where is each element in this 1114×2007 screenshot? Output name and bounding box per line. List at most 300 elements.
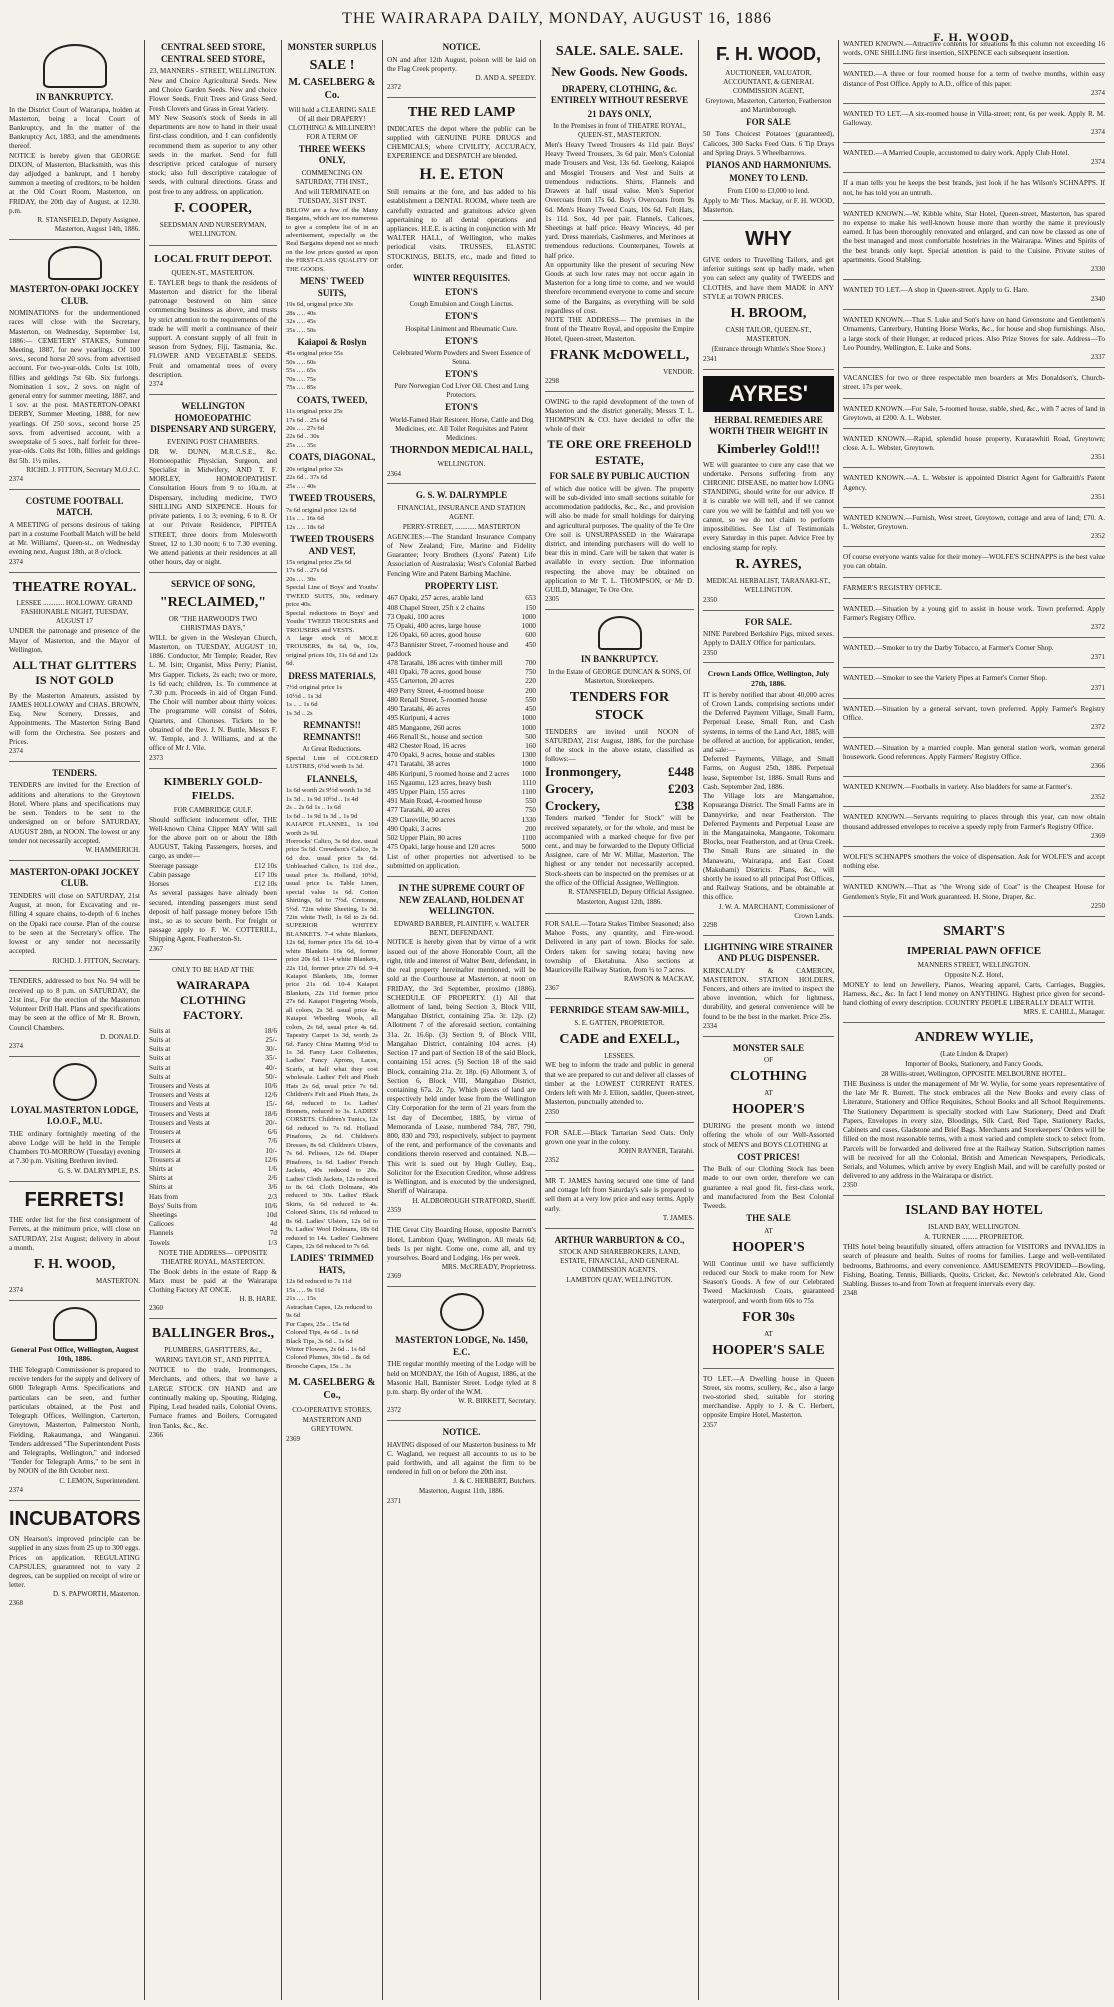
ad-body: DURING the present month we intend offering the whole of our Well-Assorted stock of MEN'S and BOYS CLOTHING at [703,1122,834,1149]
classified-ad [843,110,1105,143]
ad-body: THE Business is under the management of Mr W. Wylie, for some years representative of the late Mr R. Burrett. The stock embraces all the New Books and every class of Literature, Stationery and Office Requisites, School Books and all School Requirements. The Stationery Department is specially stocked with Law Stationery, Deed and Draft Papers, Envelopes in every size, Bloodings, Silk Card, Red Tape, Stationery Racks, Cabinets and cases, Gladstone and Brief Bags. Merchants and Storekeepers' Orders will be filled on the most reasonable terms, with a most varied and complete stock to select from. Parcels will be forwarded and delivered free at the Railway Station. Subscription names will be received for all the Colonial, British and American Newspapers, Periodicals, Serials, and Volumes, which arrive by every English Mail, and will be carefully posted or delivered to any address in the Wairarapa or district. [843,1079,1105,1181]
masthead [0,10,1114,44]
ad-subtitle: And will TERMINATE on TUESDAY, 31ST INST. [294,187,370,205]
price-row [387,816,536,825]
ad-body: THIS hotel being beautifully situated, offers attraction for VISITORS and INVALIDS in search of pleasure and health. Suites of rooms for families. Large and well-ventilated bedrooms, Bathrooms, and every convenience. AMUSEMENTS PROVIDED—Bowling, Fishing, Boating, Tennis, Billiards, Quoits, Cricket, &c. Newton's celebrated Ale, Good Stabling. Busses to-and from Town at frequent intervals every day. [843,1243,1105,1289]
ad-body: ON Hearson's improved principle can be supplied in any sizes from 25 up to 300 eggs. Prices on application. REGULATING CAPSULES, guaranteed not to vary 2 degrees, can be supplied on receipt of wire or letter. [9,1535,140,1590]
row-label: Trousers and Vests at [149,1109,210,1118]
section-heading: COATS, TWEED, [296,394,368,405]
ad-number: 2305 [545,595,559,604]
ad-title: MONSTER SALE [732,1042,805,1053]
ad-title: SMART'S [943,923,1005,939]
row-value: 10/6 [264,1201,277,1210]
row-value: 1/3 [267,1238,277,1247]
classified-ad [843,70,1105,103]
row-value: £38 [674,797,694,813]
pigs-for-sale-ad [703,617,834,664]
classifieds-list [843,40,1105,917]
classified-ad [843,783,1105,807]
row-label: Hats from [149,1192,178,1201]
row-label: Trousers at [149,1146,181,1155]
firm-name: M. CASELBERG & Co. [288,77,376,102]
list-line: 11s .. .. 16s 6d [286,515,324,523]
ad-title: WELLINGTON HOMOEOPATHIC DISPENSARY AND SURGERY, [150,401,276,435]
ad-headline: COST PRICES! [737,1151,800,1162]
james-land-ad [545,1177,694,1229]
price-row [545,764,694,781]
list-line: 22s 6d .. 30s [286,433,320,441]
ad-body: HAVING disposed of our Masterton business to Mr C. Wagland, we request all accounts to us to be paid forthwith, and all against the firm to be rendered in full on or before the 20th inst. [387,1440,536,1477]
list-line: 17s 6d .. 27s 6d [286,567,328,575]
ad-title: CENTRAL SEED STORE, CENTRAL SEED STORE, [160,42,266,64]
ad-subtitle: FOR CAMBRIDGE GULF. [173,805,253,814]
warburton-ad [545,1235,694,1291]
ad-body: WANTED.—A three or four roomed house for a term of twelve months, within easy distance of Post Office. Apply to A.D., office of this paper. [843,70,1105,88]
ad-subtitle: LESSEE ............ HOLLOWAY. GRAND FASHIONABLE NIGHT, TUESDAY, AUGUST 17 [16,599,133,626]
ad-body: List of other properties not advertised to be submitted on application. [387,852,536,870]
price-row [387,622,536,631]
ad-number: 2250 [1091,901,1105,910]
ad-body: WANTED KNOWN.—That as "the Wrong side of Coat" is the Cheapest House for Gentlemen's Style, Fit and Work guaranteed. H. Stone, Draper, &c. [843,883,1105,901]
row-value: 1110 [522,778,536,787]
list-line: 7½d original price 1s [286,684,343,692]
ad-signature: J. W. A. MARCHANT, Commissioner of Crown Lands. [718,902,834,920]
hoopers-ad [703,1043,834,1369]
classified-ad [843,883,1105,916]
ad-title: ISLAND BAY HOTEL [905,1203,1043,1219]
row-label: 466 Renall St., house and section [387,732,483,741]
ad-number: 2360 [149,1304,163,1313]
row-label: Shirts at [149,1164,173,1173]
ad-body: BELOW are a few of the Many Bargains, which are too numerous to give a complete list of in an advertisement, especially as the Real Bargains depend not so much on the low prices quoted as upon the FIRST-CLASS QUALITY OF THE GOODS. [286,206,378,273]
eton-line: World-Famed Hair Restorer. Horse, Cattle and Dog Medicines, etc. All Toilet Requisites and Patent Medicines. [389,415,534,442]
ad-address: MANNERS STREET, WELLINGTON. [917,960,1031,969]
price-row [387,687,536,696]
ad-body: THE Great City Boarding House, opposite Barrett's Hotel, Lambton Quay, Wellington. All meals 6d; beds 1s per night. Come one, come all, and try yourselves. Board and Lodging, 16s per week. [387,1226,536,1263]
row-label: 475 Opaki, large house and 120 acres [387,843,495,852]
ad-number: 2374 [9,1041,23,1050]
poison-notice [387,42,536,98]
dalrymple-ad [387,490,536,877]
ad-body: TENDERS are invited for the Erection of additions and alterations to the Greytown Hotel. Where plans and specifications may be seen. Tenders to be sent to the undersigned on or before SATURDAY, AUGUST 28th, at NOON. The lowest or any tender not necessarily accepted. [9,781,140,845]
price-row [387,779,536,788]
list-line: Astrachan Capes, 12s reduced to 9s 6d [286,1303,373,1320]
ad-date: Masterton, August 12th, 1886. [576,897,663,906]
list-line: 12s 6d reduced to 7s 11d [286,1278,352,1286]
ad-body: WANTED.—Situation by a young girl to assist in house work. Town preferred. Apply Farmer's Registry Office. [843,604,1105,623]
ad-number: 2372 [387,1406,401,1415]
ad-number: 2374 [1091,128,1105,137]
ad-subtitle: SEEDSMAN AND NURSERYMAN, WELLINGTON. [159,220,267,238]
price-row [387,668,536,677]
column-6 [699,40,839,2000]
list-line: 35s .. .. 50s [286,326,316,334]
row-label: 490 Opaki, 3 acres [387,824,441,833]
fares-list [149,862,277,890]
row-value: 4d [269,1220,277,1229]
ad-signature: R. STANSFIELD, Deputy Assignee. Masterton, August 14th, 1886. [37,216,140,234]
ad-number: 2366 [1091,762,1105,771]
ad-body: WANTED KNOWN.—Attractive contents for situations in this column not exceeding 16 words, ONE SHILLING first insertion, SIXPENCE each subsequent insertion. [843,40,1105,58]
row-label: Trousers and Vests at [149,1091,210,1100]
row-label: Horses [149,880,169,889]
price-row [387,594,536,603]
ad-body: WANTED TO LET.—A six-roomed house in Villa-street; rent, 6s per week. Apply R. M. Galloway. [843,109,1105,128]
ad-subtitle: PLUMBERS, GASFITTERS, &c., [164,1346,262,1355]
ad-body: The Village lots are Mangamahoe, Kopuaranga District. The Small Farms are in Dannyvirke, and near Featherston. The Deferred Payments and Perpetual Lease are in the Mangatainoka, Mangaone, Tokomaru Blocks, near Featherston, and at Orua Creek. The Small Runs are situated in the Manawatu, Wairarapa, and East Coast (Makuhami) Districts. Plans, &c., will shortly be issued to all principal Post Offices, and Railway Stations, and be obtainable at this office. [703,792,834,902]
ad-address: LAMBTON QUAY, WELLINGTON. [566,1276,673,1285]
ad-number: 2359 [387,1205,401,1214]
ad-number: 2367 [149,944,163,953]
price-row [149,1027,277,1036]
ad-subtitle: OR "THE HARWOOD'S TWO CHRISTMAS DAYS," [168,614,258,632]
price-row [149,1128,277,1137]
list-line: Black Tips, 3s 6d .. 1s 6d [286,1337,353,1345]
ad-body: WANTED KNOWN.—Servants requiring to places through this year, can now obtain thousand addressed envelopes to receive a speedy reply from Farmer's Registry Office. [843,813,1105,831]
ad-signature: VENDOR. [663,367,694,376]
ad-title: TENDERS. [52,767,97,778]
ad-subtitle: A. TURNER ......... PROPRIETOR. [923,1233,1025,1242]
ad-headline: H. E. ETON [419,165,504,183]
ad-number: 2372 [1091,623,1105,632]
classified-ad [843,210,1105,280]
ad-body: An opportunity like the present of securing New Goods at such low rates may not occur again in Masterton for a long time to come, and we would therefore recommend everyone to come and secure some of the Bargains, as everything will be sold regardless of cost. [545,260,694,315]
ad-body: Will Continue until we have sufficiently reduced our Stock to make room for New Season's Goods. A few of our Celebrated Tweed Mackintosh Coats, guaranteed waterproof, and worth from 60s to 75s [703,1259,834,1305]
ad-number: 2351 [1091,453,1105,462]
list-line: Colored Tips, 4s 6d .. 1s 6d [286,1329,359,1337]
classified-ad [843,286,1105,310]
ad-address: MASTERTON AND GREYTOWN. [302,1415,362,1433]
price-row [149,1064,277,1073]
red-lamp-ad [387,104,536,485]
list-line: 21s .. .. 15s [286,1295,316,1303]
price-row [149,1119,277,1128]
list-line: 20s .. .. 30s [286,575,316,583]
ad-signature: J. & C. HERBERT, Butchers. [453,1477,536,1486]
row-value: 1100 [521,834,536,843]
ad-body: If a man tells you he keeps the best brands, just look if he has Wilson's SCHNAPPS. If not, he has told you an untruth. [843,179,1105,197]
price-row [387,705,536,714]
row-value: 1300 [521,751,536,760]
ad-number: 2341 [703,354,717,363]
row-value: 7/6 [267,1137,277,1146]
incubators-ad [9,1507,140,1614]
ad-body: WE will guarantee to cure any case that we undertake. Persons suffering from any CHRONIC DISEASE, no matter how LONG STANDING, should write for our advice. If it is curable we will tell, and if we cannot cure you we will be faithful and tell you we cannot, so we do not claim to perform impossibilities. See List of Testimonials every Saturday in this paper. Advice Free by enclosing stamp for reply. [703,460,834,552]
ad-signature: JOHN RAYNER, Taratahi. [618,1146,694,1155]
list-line: 1s 6d .. 1s 9d 1s 3d .. 1s 9d [286,812,358,820]
ad-body: FARMER'S REGISTRY OFFICE. [843,583,942,592]
ad-body: New and Choice Agricultural Seeds. New and Choice Garden Seeds. New and choice Flower Seeds. Fruit Trees and Grass Seed. Fresh Clovers and Grass in Great Variety. [149,76,277,113]
section-heading: MENS' TWEED SUITS, [299,276,365,298]
ad-number: 2366 [149,1430,163,1439]
row-label: Towels [149,1238,170,1247]
ad-subtitle: AUCTIONEER, VALUATOR, ACCOUNTANT, & GENERAL COMMISSION AGENT, [723,69,814,95]
ad-title: KIMBERLY GOLD-FIELDS. [163,775,263,802]
ad-body: WANTED KNOWN.—W. Kibble white, Star Hotel, Queen-street, Masterton, has spared no expense to make his well-known house more than worthy the name it previously earned. It has been thoroughly renovated and enlarged, and can now be classed as one of the best managed and most comfortable hostelries in the Wairarapa. Wines and Spirits of the best brands only kept. Special attention is paid to the Cuisine. Private suites of apartments. Good Stabling. [843,209,1105,264]
ad-number: 2371 [387,1497,401,1506]
classified-ad [843,435,1105,468]
post-office-emblem [53,1307,97,1341]
row-label: Shirts at [149,1174,173,1183]
ad-number: 2374 [9,1285,23,1294]
ad-number: 2373 [149,753,163,762]
ad-body: IT is hereby notified that about 40,000 acres of Crown Lands, comprising sections under the Deferred Payment Village, Small Farm, Perpetual Lease, Small Run, and Cash systems, in terms of the Land Act, 1885, will be offered at auction, for application, tender, and sale:— [703,690,834,754]
ad-body: THE order list for the first consignment of Ferrets, at the minimum price, will close on SATURDAY, 21st August; delivery in about a month. [9,1216,140,1252]
wylie-books-ad [843,1029,1105,1196]
ad-number: 2350 [703,595,717,604]
ad-headline: SALE ! [309,57,355,73]
row-value: 18/6 [264,1109,277,1118]
ad-title: NOTICE. [442,1427,481,1438]
ad-address: NOTE THE ADDRESS— OPPOSITE THEATRE ROYAL, MASTERTON. [158,1248,268,1266]
post-office-tender [9,1307,140,1501]
row-value: 6/6 [267,1128,277,1137]
ad-body: WOLFE'S SCHNAPPS smothers the voice of dispensation. Ask for WOLFE'S and accept nothing else. [843,852,1105,871]
ad-title: FERRETS! [24,1188,125,1211]
ad-number: 2350 [843,1181,857,1190]
seed-store-ad [149,42,277,246]
ad-body: WANTED KNOWN.—Furnish, West street, Greytown, cottage and area of land; £70. A. L. Webster, Greytown. [843,513,1105,531]
price-row [387,613,536,622]
list-line: 20s original price 32s [286,465,343,473]
list-line: 15s original price 25s 6d [286,559,352,567]
ad-body: THE regular monthly meeting of the Lodge will be held on MONDAY, the 16th of August, 1886, at the Masonic Hall, Bannister Street. Lodge tyled at 8 p.m. sharp. By order of the W.M. [387,1360,536,1396]
ad-title: THEATRE ROYAL. [12,579,137,595]
classified-ad [843,553,1105,577]
section-heading: Kaiapoi & Roslyn [297,336,367,347]
eton-line: ETON'S [445,335,478,346]
price-row [387,742,536,751]
ad-address: ISLAND BAY, WELLINGTON. [928,1223,1020,1232]
ad-body: GIVE orders to Travelling Tailors, and get inferior suitings sent up badly made, when you can select any quality of TWEEDS and CLOTHS, and have them MADE in ANY STYLE at TOWN PRICES. [703,255,834,301]
price-row [387,733,536,742]
ad-subtitle: EDWARD BARBER, PLAINTIFF, v. WALTER BENT, DEFENDANT. [393,919,530,937]
price-row [149,1211,277,1220]
price-row [149,1193,277,1202]
row-value: 18/6 [264,1026,277,1035]
ballinger-ad [149,1325,277,1444]
ad-title: MASTERTON-OPAKI JOCKEY CLUB. [9,284,140,306]
ad-title: FOR SALE. [744,616,792,627]
ad-title: MASTERTON-OPAKI JOCKEY CLUB. [9,866,140,889]
ad-body: The Book debts in the estate of Rapp & Marx must be paid at the Wairarapa Clothing Factory AT ONCE. [149,1267,277,1295]
row-value: 450 [525,640,536,649]
ad-body: ON and after 12th August, poison will be laid on the Flag Creek property. [387,55,536,73]
ad-subtitle: At Great Reductions. [302,745,362,754]
jockey-club-notice [9,246,140,490]
ad-signature: RICHD. J. FITTON, Secretary. [52,956,140,965]
row-label: Grocery, [545,781,594,797]
row-label: 486 Kuripuni, 5 roomed house and 2 acres [387,769,510,778]
ad-body: VACANCIES for two or three respectable men boarders at Mrs Donaldson's, Church-street. 17s per week. [843,374,1105,392]
ad-body: As several passages have already been secured, intending passengers must send deposit of half passage money before 15th inst., so as to secure berth. For freight or passage apply to F. W. COTTERILL, Shipping Agent, Featherston-St. [149,889,277,944]
ad-headline: F. H. WOOD, [33,1257,116,1273]
row-value: £12 10s [254,861,277,870]
price-row [387,760,536,769]
ad-title: ANDREW WYLIE, [914,1030,1034,1046]
ad-subtitle: In the Estate of GEORGE DUNCAN & SONS, Of Masterton, Storekeepers. [548,667,691,685]
row-value: 50/- [265,1072,277,1081]
ad-title: SERVICE OF SONG, [170,579,256,590]
price-row [387,797,536,806]
classified-ad [843,40,1105,64]
ad-number: 2357 [703,1420,717,1429]
ad-body: Will hold a CLEARING SALE Of all their DRAPERY! CLOTHING! & MILLINERY! FOR A TERM OF [288,106,376,141]
row-label: Cabin passage [149,870,191,879]
row-value: 1000 [521,769,536,778]
ad-body: MONEY to lend on Jewellery, Pianos, Wearing apparel, Carts, Carriages, Buggies, Harness, &c., &c. In fact I lend money on ANYTHING. Highest price given for second-hand clothing of every description. COUNTRY PEOPLE LIBERALLY DEALT WITH. [843,980,1105,1008]
ad-subtitle: ONLY TO BE HAD AT THE [172,965,254,974]
ad-number: 2371 [1091,653,1105,662]
eton-line: ETON'S [445,368,478,379]
ad-body: WANTED.—Situation by a married couple. Man general station work, woman general housework. Good references. Apply Farmers' Registry Office. [843,743,1105,762]
row-label: Boys' Suits from [149,1201,198,1210]
ad-body: WANTED KNOWN.—A. L. Webster is appointed District Agent for Galbraith's Patent Agency. [843,474,1105,492]
row-value: 10d [266,1211,277,1220]
row-value: 30/- [265,1045,277,1054]
list-line: Fur Capes, 25s .. 15s 6d [286,1320,350,1328]
list-line: 11s original price 25s [286,408,343,416]
row-label: Trousers at [149,1137,181,1146]
ad-body: NOTICE is hereby given that GEORGE DIXON, of Masterton, Blacksmith, was this day adjudged a bankrupt, and I hereby summon a meeting of creditors, to be holden at the Old Court Room, Masterton, on FRIDAY, the 20th day of August, at 12.30. p.m. [9,151,140,215]
row-label: Trousers at [149,1155,181,1164]
classified-ad [843,149,1105,173]
ad-body: NOMINATIONS for the undermentioned races will close with the Secretary, Masterton, on Wednesday, September 1st, 1886:— CEMETERY STAKES, Summer Meeting, 1887, for new yearlings. Of 100 sovs., second horse 20 sovs. from advertised account. For two-year-olds. Colts 1st 10lb, fillies and geldings 7st 6lb. Six furlongs. Nomination 1 sov., 2 sovs. on night of general entry for summer meeting, 1887, and 1 sov. at the post. MASTERTON-OPAKI DERBY, Summer Meeting, 1888, for new yearlings. Of 250 sovs., second horse 25 sovs. from advertised account, with a sweepstake of 5 sovs., half forfeit for three-year-olds. Colts 8st 10lb, fillies and geldings 8st 5lb. 1½ miles. [9,309,140,465]
row-value: 1/6 [267,1164,277,1173]
price-row [149,862,277,871]
wire-strainer-ad [703,942,834,1037]
ad-body: NINE Purebred Berkshire Pigs, mixed sexes. Apply to DAILY Office for particulars. [703,630,834,648]
ad-title: THE RED LAMP [407,104,516,120]
list-line: 1s .. .. 1s 6d [286,701,318,709]
ad-signature: G. S. W. DALRYMPLE, P.S. [58,1166,140,1175]
ad-body: of which due notice will be given. The property will be sub-divided into small sections suitable for accommodation paddocks, &c., &c., and provision will also be made for small holdings for dairying and agricultural purposes. The quality of the Te Ore Ore soil is UNSURPASSED in the Wairarapa district, and intending purchasers will do well to bear this in mind. Care will be taken that water is available in every section. Due information respecting the above may be obtained on application to Mr T. L. THOMPSON, or Mr D. GUILD, Manager, Te Ore Ore. [545,484,694,595]
ad-body: E. TAYLER begs to thank the residents of Masterton and district for the liberal patronage bestowed on him since commencing business as above, and trusts by strict attention to the requirements of the trade he will merit a continuance of their support. A constant supply of all fruit in season from Sydney, Fiji, Tasmania, &c. FLOWER AND VEGETABLE SEEDS. Fruit and ornamental trees of every description. [149,278,277,379]
ad-number: 2348 [843,1289,857,1298]
ad-body: WANTED.—Smoker to see the Variety Pipes at Farmer's Corner Shop. [843,674,1048,683]
ad-subtitle: AT [764,1329,773,1338]
ad-signature: RICHD. J. FITTON, Secretary M.O.J.C. [26,465,140,474]
ad-number: 2351 [1091,492,1105,501]
ad-number: 2372 [387,82,401,91]
ad-title: WAIRARAPA CLOTHING FACTORY. [176,977,250,1023]
masthead-title: THE WAIRARAPA DAILY, MONDAY, AUGUST 16, 1886 [342,10,772,27]
ad-body: NOTICE to the trade, Ironmongers, Merchants, and others, that we have a LARGE STOCK ON HAND and are continually making up, Spouting, Ridging, Piping, Lead headed nails, Colonial Ovens, Furnace frames and Boilers, Corrugated Iron Tanks, &c., &c. [149,1366,277,1430]
price-row [149,880,277,889]
masthead-corner: F. H. WOOD, [933,30,1014,44]
ad-number: 2374 [9,557,23,566]
ad-signature: MRS. E. CAHILL, Manager. [1023,1008,1105,1017]
flannel-list [286,787,378,821]
list-line: 2s .. 2s 6d 1s .. 1s 6d [286,804,341,812]
row-label: Ironmongery, [545,764,621,780]
ad-body: TENDERS, addressed to box No. 94 will be received up to 8 p.m. on SATURDAY, the 21st inst., For the erection of the Masterton Volunteer Drill Hall. Plans and specifications may be seen at the office of Mr R. Brown, Council Chambers. [9,977,140,1032]
lodge-emblem [53,1063,97,1101]
royal-arms-emblem [43,44,107,88]
crown-lands-notice [703,669,834,935]
ad-number: 2372 [1091,722,1105,731]
price-row [149,1091,277,1100]
price-row [387,604,536,613]
row-value: 1000 [521,723,536,732]
classified-ad [843,705,1105,738]
ad-address: In the Premises in front of THEATRE ROYAL, QUEEN-ST., MASTERTON. [553,122,686,140]
row-value: 1000 [521,760,536,769]
row-label: Suits at [149,1072,171,1081]
ad-subtitle: (Late Lindon & Draper) [940,1050,1008,1059]
list-line: 10½d .. 1s 3d [286,692,322,700]
ad-address: PERRY-STREET, ............ MASTERTON [402,522,521,531]
row-value: 160 [525,741,536,750]
boarding-house-ad [387,1226,536,1287]
ad-address: Greytown, Masterton, Carterton, Featherston and Martinborough. [705,96,832,114]
row-value: 35/- [265,1054,277,1063]
column-1 [5,40,145,2000]
ad-body: TENDERS are invited until NOON of SATURDAY, 21st August, 1886, for the purchase of the stock in the above estate, classified as follows:— [545,727,694,764]
classified-ad [843,813,1105,846]
list-line: 55s .. .. 65s [286,367,316,375]
ad-number: 2352 [1091,792,1105,801]
row-label: 480 Renall Street, 5-roomed house [387,695,488,704]
ad-title: F. H. WOOD, [716,44,821,64]
price-row [387,696,536,705]
fruit-depot-ad [149,252,277,395]
football-notice [9,496,140,573]
ad-title: IN THE SUPREME COURT OF NEW ZEALAND, HOLDEN AT WELLINGTON. [398,883,525,917]
classified-ad [843,674,1105,698]
list-line: 1s 3d .. 2s [286,709,313,717]
clothing-factory-ad [149,966,277,1320]
ad-headline: IMPERIAL PAWN OFFICE [906,944,1042,957]
ad-body: Special Line of Boys' and Youths' TWEED SUITS, 30s, ordinary price 40s. [286,584,378,609]
masonic-emblem [440,1293,484,1331]
ad-body: WE beg to inform the trade and public in general that we are prepared to cut and deliver all classes of timber at the LOWEST CURRENT RATES. Orders left with Mr J. Elliott, saddler, Queen-street, Masterton, punctually attended to. [545,1061,694,1107]
ad-signature: D. DONALD. [100,1032,140,1041]
masonic-lodge-notice [387,1293,536,1421]
ad-title: COSTUME FOOTBALL MATCH. [25,495,124,518]
ad-signature: H. ALDBOROUGH STRATFORD, Sheriff. [412,1196,536,1205]
property-list [387,594,536,852]
section-heading: COATS, DIAGONAL, [288,452,376,463]
classified-ad [843,316,1105,368]
ad-headline: "RECLAIMED," [159,594,267,610]
ad-title: INCUBATORS [9,1507,141,1530]
price-row [387,724,536,733]
row-value: 12/6 [264,1091,277,1100]
ad-body: A large stock of MOLE TROUSERS, 8s 6d, 9s, 10s, original prices 10s, 11s 6d and 12s 6d. [286,634,378,668]
ad-body: FOR SALE.—Black Tartarian Seed Oats. Only grown one year in the colony. [545,1128,694,1146]
ad-subtitle: HERBAL REMEDIES ARE WORTH THEIR WEIGHT IN [709,414,828,437]
row-value: 1000 [521,714,536,723]
ad-body: Horrocks' Calico, 3s 6d doz. usual price 5s 6d. Crewdson's Calico, 3s 6d doz. usual price 5s 6d. Unbleached Calico, 1s 11d doz., usual price 3s. Holland, 10½d, usual price 1s. Table Linen, special value 1s 6d. Cotton Shirtings, 6d to 7½d. Cretonne, 5½d. 72in white Sheeting, 1s 3d. 72in white Twill, 1s 6d to 2s 6d. SUPERIOR WHITEY BLANKETS. 7-4 white Blankets, 12s 6d, former price 15s 6d. 10-4 white Blankets 16s 6d, former price 20s 6d. 11-4 white Blankets, 22s 11d, former price 27s 6d. 9-4 Kaiapoi Blankets, 18s, former price 21s 6d. 10-4 Kaiapoi Blankets, 22s 11d former price 27s 6d. Kaiapoi Fingering Wools, all colors, 2s 3d. usual price 4s. Kaiapoi Wheeling Wools, all colors, 2s 6d, usual price 4s 6d. Tapestry Carpet 1s 3d, worth 2s 6d. Fancy China Matting 9½d to 1s 3d. Fancy Lace Collarettes, Ladies' Fancy Aprons, Laces, Scarfs, at half what they cost wholesale. Ladies' Felt and Plush Hats 2s 6d, usual price 7s 6d. Children's Felt and Plush Hats, 2s 6d, reduced to 1s. Ladies' Bonnets, reduced to 3s. LADIES' CORSETS. Children's Tunics, 12s 6d reduced to 7s 6d. Holland Pinafores, 2s 6d. Children's Dresses, 8s 6d. Children's Ulsters, 7s 6d. Pelisses, 12s 6d. Diaper Pinafores, 1s 6d. Ladies' French Jackets, 40s reduced to 20s. Ladies' Cloth Jackets, 12s reduced to 8s 6d. Cloth Dolmans, 40s reduced to 30s. Ladies' Black Skirts, 6s 6d reduced to 4s. Colored Skirts, 11s 6d reduced to 8s 6d. Ladies' Ulsters, 12s 6d to 9s. Ladies' Wool Dolmans, 18s 6d reduced to 14s. Ladies' Cashmere Capes, 12s 6d reduced to 7s 6d. [286,838,378,1250]
row-label: 471 Taratahi, 38 acres [387,760,451,769]
price-row [149,1082,277,1091]
eton-line: ETON'S [445,286,478,297]
ad-address: QUEEN-ST., MASTERTON. [171,268,255,277]
ad-address: WELLINGTON. [437,459,486,468]
row-value: 200 [525,824,536,833]
classified-ad [843,405,1105,429]
ad-subtitle: STOCK AND SHAREBROKERS, LAND, ESTATE, FINANCIAL, AND GENERAL COMMISSION AGENTS. [558,1248,681,1275]
classified-ad [843,374,1105,398]
section-heading: MONEY TO LEND. [729,173,808,184]
tenders-notice [9,768,140,861]
ad-signature: MRS. McCREADY, Proprietress. [441,1263,536,1272]
row-value: 20/- [265,1118,277,1127]
row-label: Calicoes [149,1220,174,1229]
ad-body: By the Masterton Amateurs, assisted by JAMES HOLLOWAY and CHAS. BROWN, Esq. New Scenery, Dresses, and Appointments. The Masterton String Band will form the Orchestra. See posters and Prices. [9,691,140,746]
row-value: 5000 [521,843,536,852]
